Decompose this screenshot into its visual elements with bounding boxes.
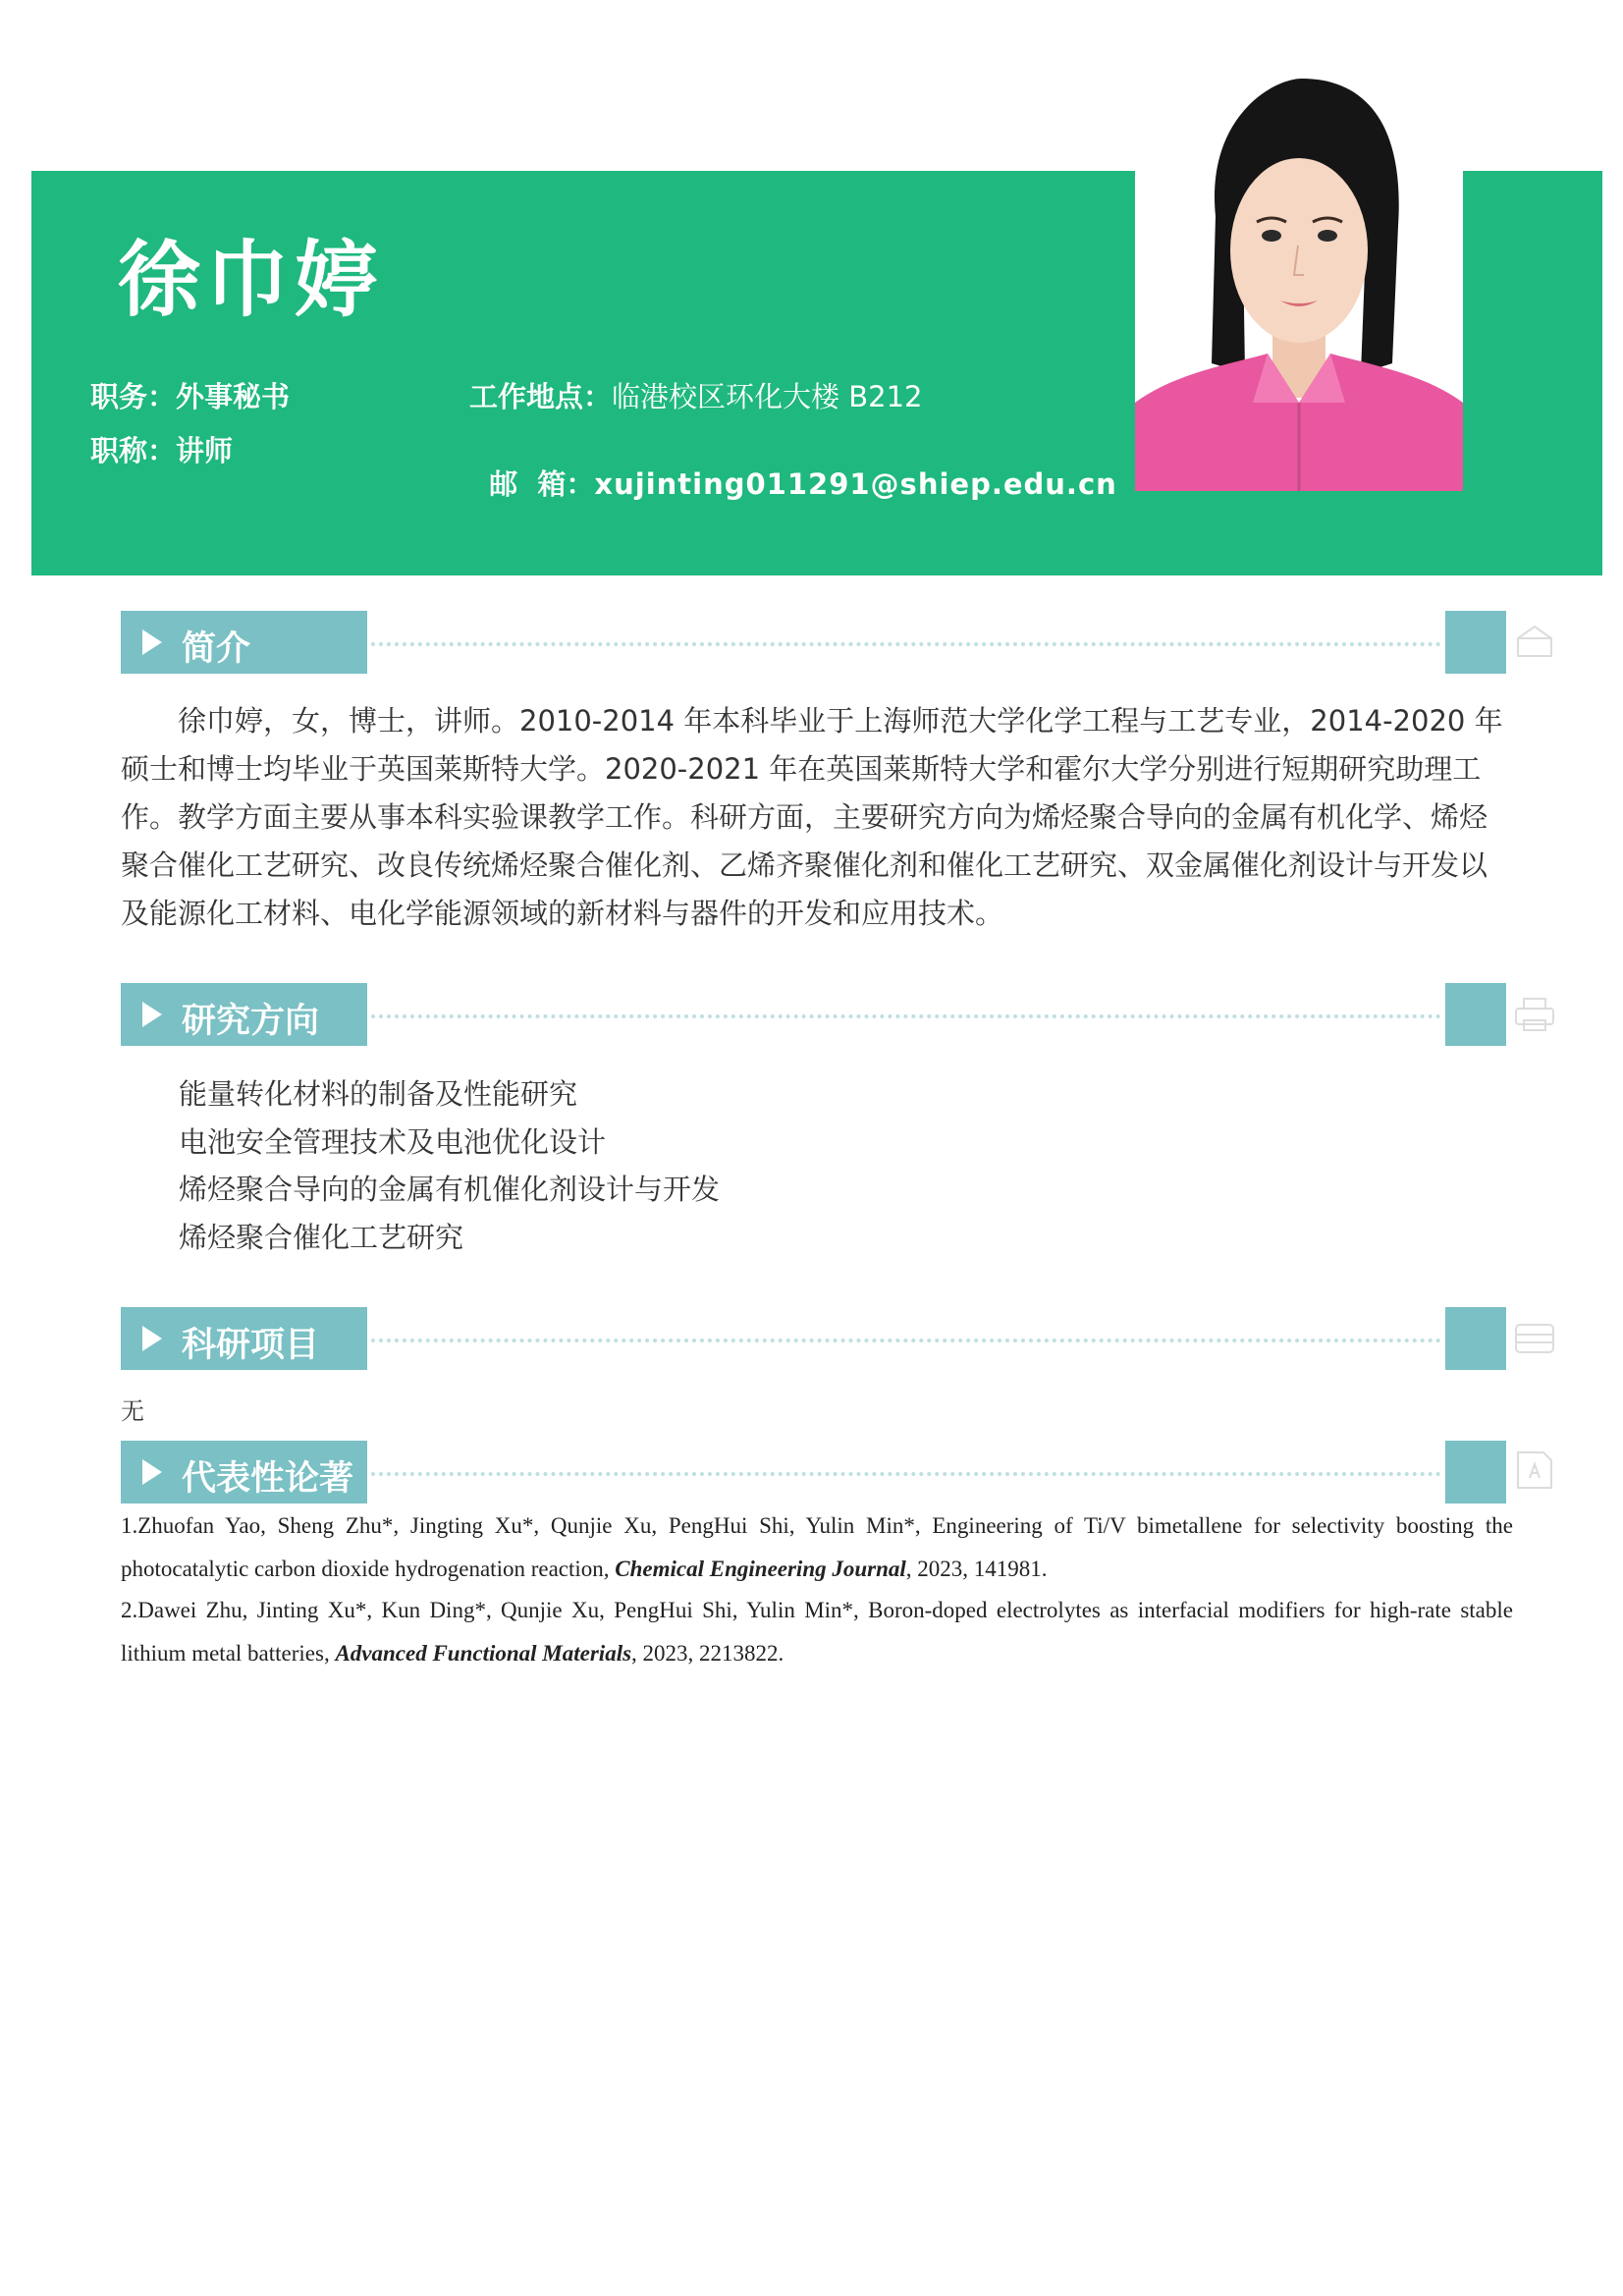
section-tab-projects (121, 1307, 367, 1370)
intro-paragraph: 徐巾婷，女，博士，讲师。2010-2014 年本科毕业于上海师范大学化学工程与工艺专业，2014-2020 年硕士和博士均毕业于英国莱斯特大学。2020-2021 年在英国莱斯特大学和霍尔大学分别进行短期研究助理工作。教学方面主要从事本科实验课教学工作。科研方面，主要研究方向为烯烃聚合导向的金属有机化学、烯烃聚合催化工艺研究、改良传统烯烃聚合催化剂、乙烯齐聚催化剂和催化工艺研究、双金属催化剂设计与开发以及能源化工材料、电化学能源领域的新材料与器件的开发和应用技术。 (121, 704, 1503, 930)
section-end-block-intro (1445, 611, 1506, 674)
publication-citation: 1.Zhuofan Yao, Sheng Zhu*, Jingting Xu*, Qunjie Xu, PengHui Shi, Yulin Min*, Engineering of Ti/V bimetallene for selectivity boosting the photocatalytic carbon dioxide hydrogenation reaction, (121, 1513, 1513, 1581)
section-tab-publications (121, 1441, 367, 1503)
publication-journal: Chemical Engineering Journal (615, 1557, 906, 1581)
projects-text: 无 (121, 1397, 144, 1425)
email-line (469, 429, 1117, 503)
play-arrow-icon (142, 1002, 162, 1027)
section-divider-research (371, 1014, 1441, 1018)
research-item: 烯烃聚合导向的金属有机催化剂设计与开发 (179, 1173, 721, 1206)
position-value: 外事秘书 (176, 380, 291, 413)
play-arrow-icon (142, 1326, 162, 1351)
pdf-document-icon (1512, 1450, 1557, 1490)
location-value: 临港校区环化大楼 B212 (612, 380, 923, 413)
section-title-research: 研究方向 (182, 1002, 320, 1041)
title-label: 职称： (90, 434, 177, 467)
title-line (90, 429, 233, 469)
email-label: 邮 箱： (489, 467, 595, 501)
email-value[interactable]: xujinting011291@shiep.edu.cn (594, 467, 1117, 501)
section-title-intro: 简介 (182, 629, 251, 669)
location-label: 工作地点： (469, 380, 613, 413)
research-item: 电池安全管理技术及电池优化设计 (179, 1125, 607, 1159)
location-line (469, 375, 922, 415)
printer-icon (1512, 995, 1557, 1034)
research-item: 烯烃聚合催化工艺研究 (179, 1221, 464, 1254)
title-value: 讲师 (176, 434, 234, 467)
publication-details: , 2023, 141981. (905, 1557, 1048, 1581)
section-divider-projects (371, 1339, 1441, 1342)
section-end-block-publications (1445, 1441, 1506, 1503)
research-item: 能量转化材料的制备及性能研究 (179, 1077, 578, 1111)
box-icon (1512, 1319, 1557, 1358)
section-tab-research (121, 983, 367, 1046)
publication-item (121, 1504, 1513, 1591)
section-title-publications: 代表性论著 (182, 1459, 354, 1499)
publication-item (121, 1589, 1513, 1675)
section-end-block-projects (1445, 1307, 1506, 1370)
play-arrow-icon (142, 1459, 162, 1485)
publication-journal: Advanced Functional Materials (335, 1641, 632, 1666)
portrait-illustration (1135, 79, 1463, 491)
section-divider-publications (371, 1472, 1441, 1476)
section-end-block-research (1445, 983, 1506, 1046)
position-label: 职务： (90, 380, 177, 413)
section-divider-intro (371, 642, 1441, 646)
portrait-photo (1135, 79, 1463, 491)
section-title-projects: 科研项目 (182, 1326, 320, 1365)
section-tab-intro (121, 611, 367, 674)
publication-details: , 2023, 2213822. (631, 1641, 784, 1666)
play-arrow-icon (142, 629, 162, 655)
home-icon (1512, 623, 1557, 662)
person-name: 徐巾婷 (118, 232, 384, 328)
publication-citation: 2.Dawei Zhu, Jinting Xu*, Kun Ding*, Qunjie Xu, PengHui Shi, Yulin Min*, Boron-doped electrolytes as interfacial modifiers for high-rate stable lithium metal batteries, (121, 1598, 1513, 1666)
position-line (90, 375, 290, 415)
